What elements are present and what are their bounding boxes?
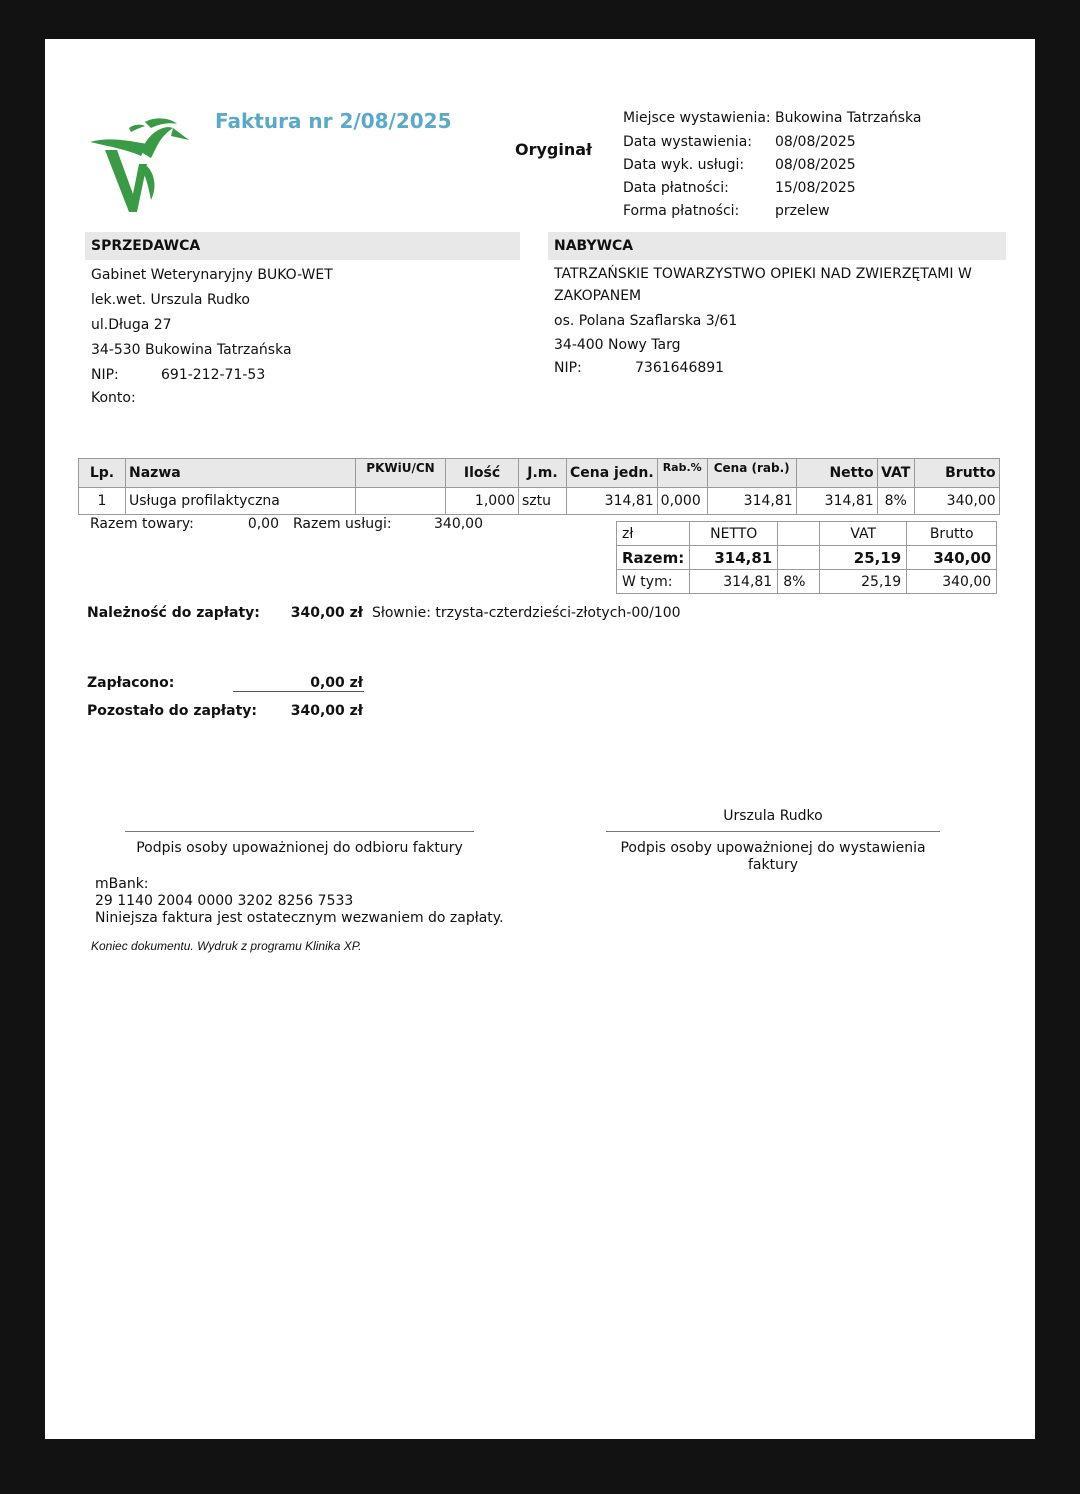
goods-label: Razem towary:: [90, 516, 194, 532]
receiver-signature-label: Podpis osoby upoważnionej do odbioru faktury: [136, 840, 463, 856]
summary-vat-head: VAT: [820, 522, 907, 546]
col-vat: VAT: [877, 459, 914, 488]
meta-row: [623, 131, 922, 154]
buyer-nip-row: [554, 357, 1006, 379]
cell-qty: 1,000: [446, 488, 519, 515]
buyer-name-cont: ZAKOPANEM: [554, 288, 642, 304]
cell-netto: 314,81: [796, 488, 877, 515]
bank-account: 29 1140 2004 0000 3202 8256 7533: [95, 893, 354, 909]
cell-lp: 1: [79, 488, 126, 515]
meta-label: Data wyk. usługi:: [623, 157, 745, 173]
meta-value: 08/08/2025: [775, 134, 856, 150]
col-unit: J.m.: [519, 459, 567, 488]
buyer-nip-label: NIP:: [554, 360, 582, 376]
seller-details: [85, 260, 520, 408]
col-pkwiu: PKWiU/CN: [356, 459, 446, 488]
cell-vat: 8%: [877, 488, 914, 515]
seller-city: 34-530 Bukowina Tatrzańska: [91, 342, 292, 358]
cell-price: 314,81: [567, 488, 658, 515]
paid-label: Zapłacono:: [87, 675, 175, 691]
col-name: Nazwa: [126, 459, 356, 488]
seller-street: ul.Długa 27: [91, 317, 172, 333]
summary-brutto-head: Brutto: [907, 522, 997, 546]
invoice-title: Faktura nr 2/08/2025: [215, 109, 452, 133]
invoice-page: [45, 39, 1035, 1439]
buyer-city: 34-400 Nowy Targ: [554, 337, 681, 353]
meta-value: przelew: [775, 203, 830, 219]
summary-netto-head: NETTO: [690, 522, 778, 546]
paid-value: 0,00 zł: [310, 675, 363, 691]
meta-row: [623, 107, 922, 130]
col-netto: Netto: [796, 459, 877, 488]
amount-due-line: [87, 605, 681, 621]
summary-blank-head: [778, 522, 820, 546]
issuer-signature-line: [606, 831, 940, 832]
amount-in-words: Słownie: trzysta-czterdzieści-złotych-00/100: [372, 605, 681, 621]
subtotals-line: [90, 516, 483, 532]
meta-value: Bukowina Tatrzańska: [775, 110, 922, 126]
items-header-row: [79, 459, 1000, 488]
bank-details: [95, 876, 504, 927]
cell-pkwiu: [356, 488, 446, 515]
meta-label: Data płatności:: [623, 180, 729, 196]
payment-note: Niniejsza faktura jest ostatecznym wezwaniem do zapłaty.: [95, 910, 504, 926]
meta-label: Forma płatności:: [623, 203, 740, 219]
col-qty: Ilość: [446, 459, 519, 488]
col-lp: Lp.: [79, 459, 126, 488]
col-price: Cena jedn.: [567, 459, 658, 488]
payment-status: [87, 669, 363, 725]
cell-name: Usługa profilaktyczna: [126, 488, 356, 515]
summary-header-row: [617, 522, 997, 546]
cell-brutto: 340,00: [914, 488, 999, 515]
summary-total-netto: 314,81: [690, 546, 778, 570]
cell-rab: 0,000: [657, 488, 707, 515]
seller-nip: 691-212-71-53: [161, 367, 266, 383]
goods-value: 0,00: [247, 516, 279, 532]
buyer-nip: 7361646891: [635, 360, 725, 376]
buyer-name: TATRZAŃSKIE TOWARZYSTWO OPIEKI NAD ZWIERZĘTAMI W: [554, 266, 972, 282]
services-value: 340,00: [434, 516, 483, 532]
vat-summary-table: [616, 521, 997, 594]
receiver-signature-line: [125, 831, 474, 832]
document-footer: Koniec dokumentu. Wydruk z programu Klinika XP.: [91, 939, 362, 953]
summary-total-rate: [778, 546, 820, 570]
due-value: 340,00 zł: [290, 605, 363, 621]
services-label: Razem usługi:: [293, 516, 392, 532]
items-table: [78, 458, 1000, 515]
seller-name: Gabinet Weterynaryjny BUKO-WET: [91, 267, 333, 283]
cell-unit: sztu: [519, 488, 567, 515]
meta-value: 15/08/2025: [775, 180, 856, 196]
seller-nip-label: NIP:: [91, 367, 119, 383]
paid-row: [87, 669, 363, 697]
summary-total-vat: 25,19: [820, 546, 907, 570]
bank-name: mBank:: [95, 876, 149, 892]
col-price-rab: Cena (rab.): [707, 459, 796, 488]
remaining-label: Pozostało do zapłaty:: [87, 703, 257, 719]
buyer-block: [548, 232, 1006, 379]
buyer-heading: NABYWCA: [548, 232, 1006, 260]
copy-label: Oryginał: [515, 140, 592, 159]
invoice-meta: [623, 107, 922, 223]
summary-of-which-row: [617, 570, 997, 594]
buyer-details: [548, 260, 1006, 379]
issuer-signature-label: Podpis osoby upoważnionej do wystawienia faktury: [620, 840, 926, 873]
seller-block: [85, 232, 520, 408]
summary-of-which-netto: 314,81: [690, 570, 778, 594]
meta-value: 08/08/2025: [775, 157, 856, 173]
table-row: [79, 488, 1000, 515]
col-rab: Rab.%: [657, 459, 707, 488]
summary-of-which-brutto: 340,00: [907, 570, 997, 594]
summary-total-brutto: 340,00: [907, 546, 997, 570]
summary-of-which-label: W tym:: [617, 570, 690, 594]
due-label: Należność do zapłaty:: [87, 605, 260, 621]
seller-person: lek.wet. Urszula Rudko: [91, 292, 250, 308]
remaining-value: 340,00 zł: [290, 703, 363, 719]
summary-of-which-rate: 8%: [778, 570, 820, 594]
meta-row: [623, 200, 922, 223]
issuer-name: Urszula Rudko: [723, 808, 823, 824]
col-brutto: Brutto: [914, 459, 999, 488]
meta-row: [623, 177, 922, 200]
summary-total-row: [617, 546, 997, 570]
meta-row: [623, 154, 922, 177]
summary-currency: zł: [617, 522, 690, 546]
summary-of-which-vat: 25,19: [820, 570, 907, 594]
paid-divider: [233, 691, 364, 692]
summary-total-label: Razem:: [617, 546, 690, 570]
seller-nip-row: [91, 363, 520, 388]
meta-label: Miejsce wystawienia:: [623, 110, 771, 126]
remaining-row: [87, 697, 363, 725]
seller-heading: SPRZEDAWCA: [85, 232, 520, 260]
meta-label: Data wystawienia:: [623, 134, 752, 150]
buyer-street: os. Polana Szaflarska 3/61: [554, 313, 738, 329]
vet-logo-icon: [85, 114, 193, 214]
cell-price-rab: 314,81: [707, 488, 796, 515]
seller-account-label: Konto:: [91, 390, 136, 406]
